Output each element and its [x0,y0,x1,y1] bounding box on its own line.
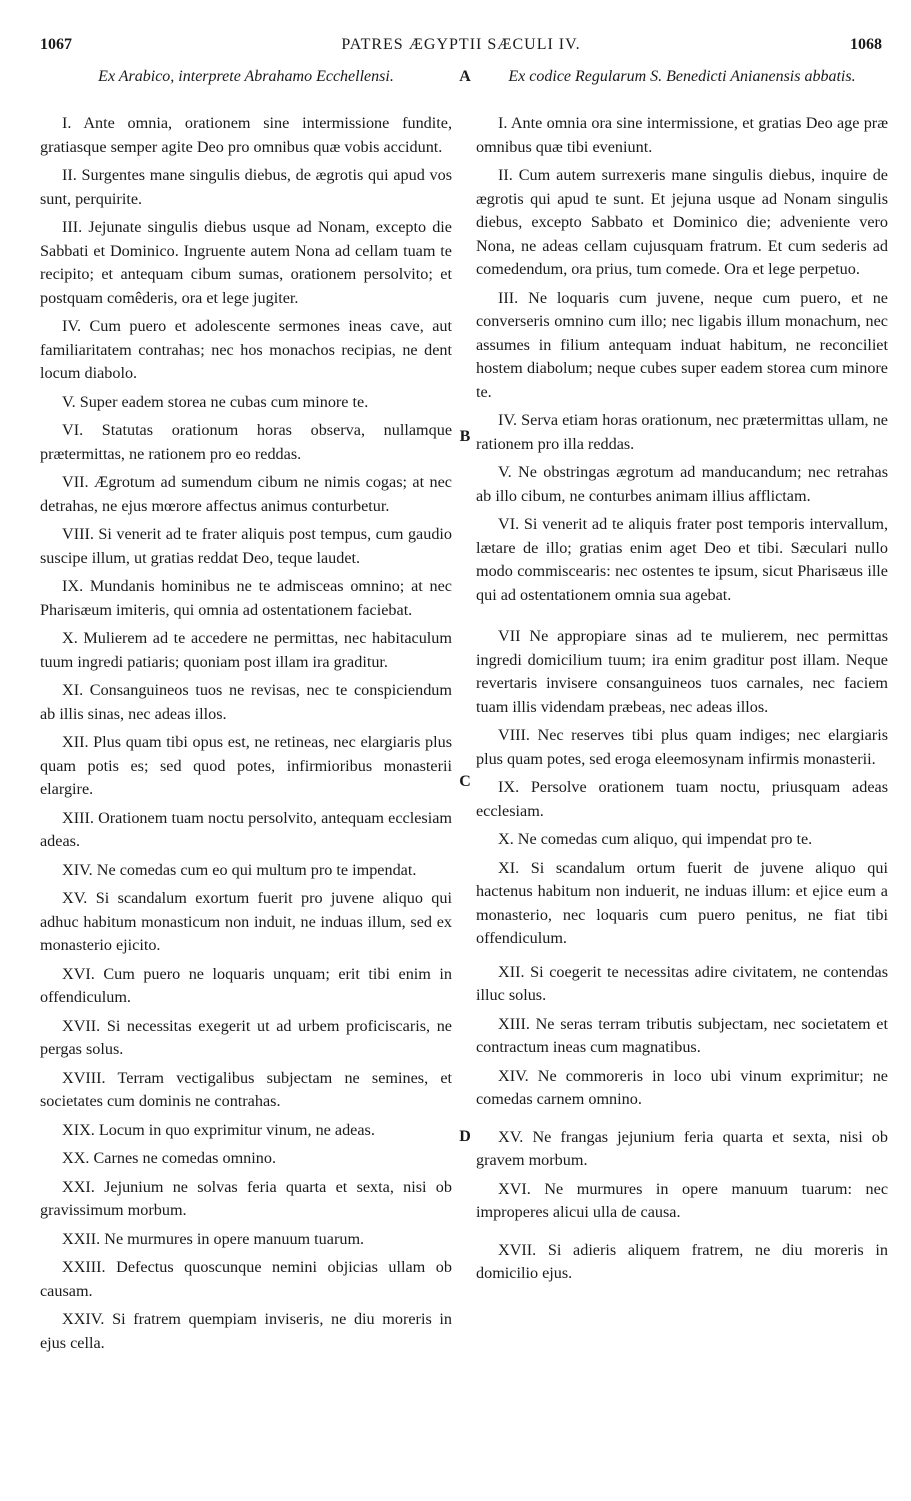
rule-paragraph: X. Mulierem ad te accedere ne permittas, nec habitaculum tuum ingredi patiaris; quoniam post illam ira graditur. [40,629,452,671]
section-marker-a: A [459,68,471,85]
rule-paragraph: XVI. Cum puero ne loquaris unquam; erit tibi enim in offendiculum. [40,964,452,1006]
section-marker-d: D [459,1128,471,1145]
rule-paragraph: II. Cum autem surrexeris mane singulis diebus, inquire de ægrotis qui apud te sunt. Et jejuna usque ad Nonam singulis diebus, excepto Sabbato et Dominico die; adveniente vero Nona, ne adeas cellam cujusquam fratrum. Et cum sederis ad comedendum, ora prius, tum comede. Ora et lege perpetuo. [476,166,888,278]
rule-paragraph: XII. Plus quam tibi opus est, ne retineas, nec elargiaris plus quam potis es; sed quod potes, infirmioribus monasterii elargire. [40,733,452,798]
rule-paragraph: XIII. Ne seras terram tributis subjectam, nec societatem et contractum ineas cum magnatibus. [476,1014,888,1056]
rule-paragraph: XII. Si coegerit te necessitas adire civitatem, ne contendas illuc solus. [476,962,888,1004]
rule-paragraph: VI. Si venerit ad te aliquis frater post temporis intervallum, lætare de illo; gratias enim aget Deo et tibi. Sæculari nullo modo commiscearis: nec ostentes te ipsum, sicut Pharisæus ille qui ad ostentationem omnia sua agebat. [476,515,888,604]
page-number-right: 1068 [850,36,882,53]
running-title: PATRES ÆGYPTII SÆCULI IV. [341,36,581,53]
rule-paragraph: XVI. Ne murmures in opere manuum tuarum: nec improperes alicui ulla de causa. [476,1179,888,1221]
section-marker-c: C [459,773,471,790]
right-column-body [476,112,888,1286]
rule-paragraph: XVIII. Terram vectigalibus subjectam ne semines, et societates cum dominis ne contrahas. [40,1068,452,1110]
rule-paragraph: VIII. Si venerit ad te frater aliquis post tempus, cum gaudio suscipe illum, ut gratias reddat Deo, teque laudet. [40,525,452,567]
rule-paragraph: XXIV. Si fratrem quempiam inviseris, ne diu moreris in ejus cella. [40,1310,452,1352]
page-number-left: 1067 [40,36,72,53]
rule-paragraph: XIV. Ne comedas cum eo qui multum pro te impendat. [62,860,417,879]
rule-paragraph: IX. Persolve orationem tuam noctu, priusquam adeas ecclesiam. [476,778,888,820]
rule-paragraph: XXIII. Defectus quoscunque nemini objicias ullam ob causam. [40,1258,452,1300]
rule-paragraph: VI. Statutas orationum horas observa, nullamque prætermittas, ne rationem pro eo reddas. [40,421,452,463]
rule-paragraph: X. Ne comedas cum aliquo, qui impendat pro te. [498,830,813,848]
rule-paragraph: I. Ante omnia ora sine intermissione, et gratias Deo age præ omnibus quæ tibi eveniunt. [476,114,888,156]
rule-paragraph: IV. Serva etiam horas orationum, nec prætermittas ullam, ne rationem pro illa reddas. [476,411,888,453]
section-marker-b: B [459,428,471,445]
rule-paragraph: XXI. Jejunium ne solvas feria quarta et sexta, nisi ob gravissimum morbum. [40,1177,452,1219]
rule-paragraph: XIX. Locum in quo exprimitur vinum, ne adeas. [62,1120,375,1139]
left-column-body [40,112,452,1355]
left-column-arabic [40,68,452,1360]
rule-paragraph: VII Ne appropiare sinas ad te mulierem, nec permittas ingredi domicilium tuum; ira enim graditur post illam. Neque revertaris invisere consanguineos tuos carnales, nec faciem tuam illis videndam præbeas, nec adeas illos. [476,627,888,716]
rule-paragraph: III. Jejunate singulis diebus usque ad Nonam, excepto die Sabbati et Dominico. Ingruente autem Nona ad cellam tuam te recipito; et antequam cibum sumas, orationem persolvito; et postquam comêderis, ora et lege jugiter. [40,218,452,307]
rule-paragraph: XIII. Orationem tuam noctu persolvito, antequam ecclesiam adeas. [40,808,452,850]
rule-paragraph: XVII. Si necessitas exegerit ut ad urbem proficiscaris, ne pergas solus. [40,1016,452,1058]
rule-paragraph: III. Ne loquaris cum juvene, neque cum puero, et ne converseris omnino cum illo; nec ligabis illum monachum, nec assumes in filium antequam induat habitum, ne reconciliet hostem diabolum; neque cubes super eadem storea cum minore te. [476,288,888,401]
right-column-benedict [476,68,888,1291]
rule-paragraph: XV. Si scandalum exortum fuerit pro juvene aliquo qui adhuc habitum monasticum non induit, ne induas illum, sed ex monasterio ejicito. [40,889,452,954]
rule-paragraph: I. Ante omnia, orationem sine intermissione fundite, gratiasque semper agite Deo pro omnibus quæ vobis accidunt. [40,114,452,156]
rule-paragraph: XIV. Ne commoreris in loco ubi vinum exprimitur; ne comedas carnem omnino. [476,1066,888,1108]
running-header [40,36,882,58]
rule-paragraph: IV. Cum puero et adolescente sermones ineas cave, aut familiaritatem contrahas; nec hos monachos recipias, ne dent locum diabolo. [40,317,452,382]
rule-paragraph: XXII. Ne murmures in opere manuum tuarum. [62,1229,365,1248]
left-column-title: Ex Arabico, interprete Abrahamo Ecchellensi. [98,68,394,85]
rule-paragraph: XI. Consanguineos tuos ne revisas, nec te conspiciendum ab illis sinas, nec adeas illos. [40,681,452,723]
rule-paragraph: XI. Si scandalum ortum fuerit de juvene aliquo qui hactenus habitum non induerit, ne induas illum: et ejice eum a monasterio, nec loquaris cum puero penitus, ne fiat tibi offendiculum. [476,858,888,947]
rule-paragraph: II. Surgentes mane singulis diebus, de ægrotis qui apud vos sunt, perquirite. [40,166,452,208]
rule-paragraph: IX. Mundanis hominibus ne te admisceas omnino; at nec Pharisæum imiteris, qui omnia ad ostentationem faciebat. [40,577,452,619]
right-column-title: Ex codice Regularum S. Benedicti Anianensis abbatis. [508,68,856,85]
rule-paragraph: V. Ne obstringas ægrotum ad manducandum; nec retrahas ab illo cibum, ne conturbes animam illius afflictam. [476,463,888,505]
rule-paragraph: VIII. Nec reserves tibi plus quam indiges; nec elargiaris plus quam potes, sed eroga eleemosynam infirmis monasterii. [476,726,888,768]
rule-paragraph: XX. Carnes ne comedas omnino. [62,1149,276,1167]
rule-paragraph: XVII. Si adieris aliquem fratrem, ne diu moreris in domicilio ejus. [476,1240,888,1282]
rule-paragraph: XV. Ne frangas jejunium feria quarta et sexta, nisi ob gravem morbum. [476,1127,888,1169]
rule-paragraph: V. Super eadem storea ne cubas cum minore te. [62,392,369,411]
rule-paragraph: VII. Ægrotum ad sumendum cibum ne nimis cogas; at nec detrahas, ne ejus mœrore affectus animus conturbetur. [40,473,452,515]
